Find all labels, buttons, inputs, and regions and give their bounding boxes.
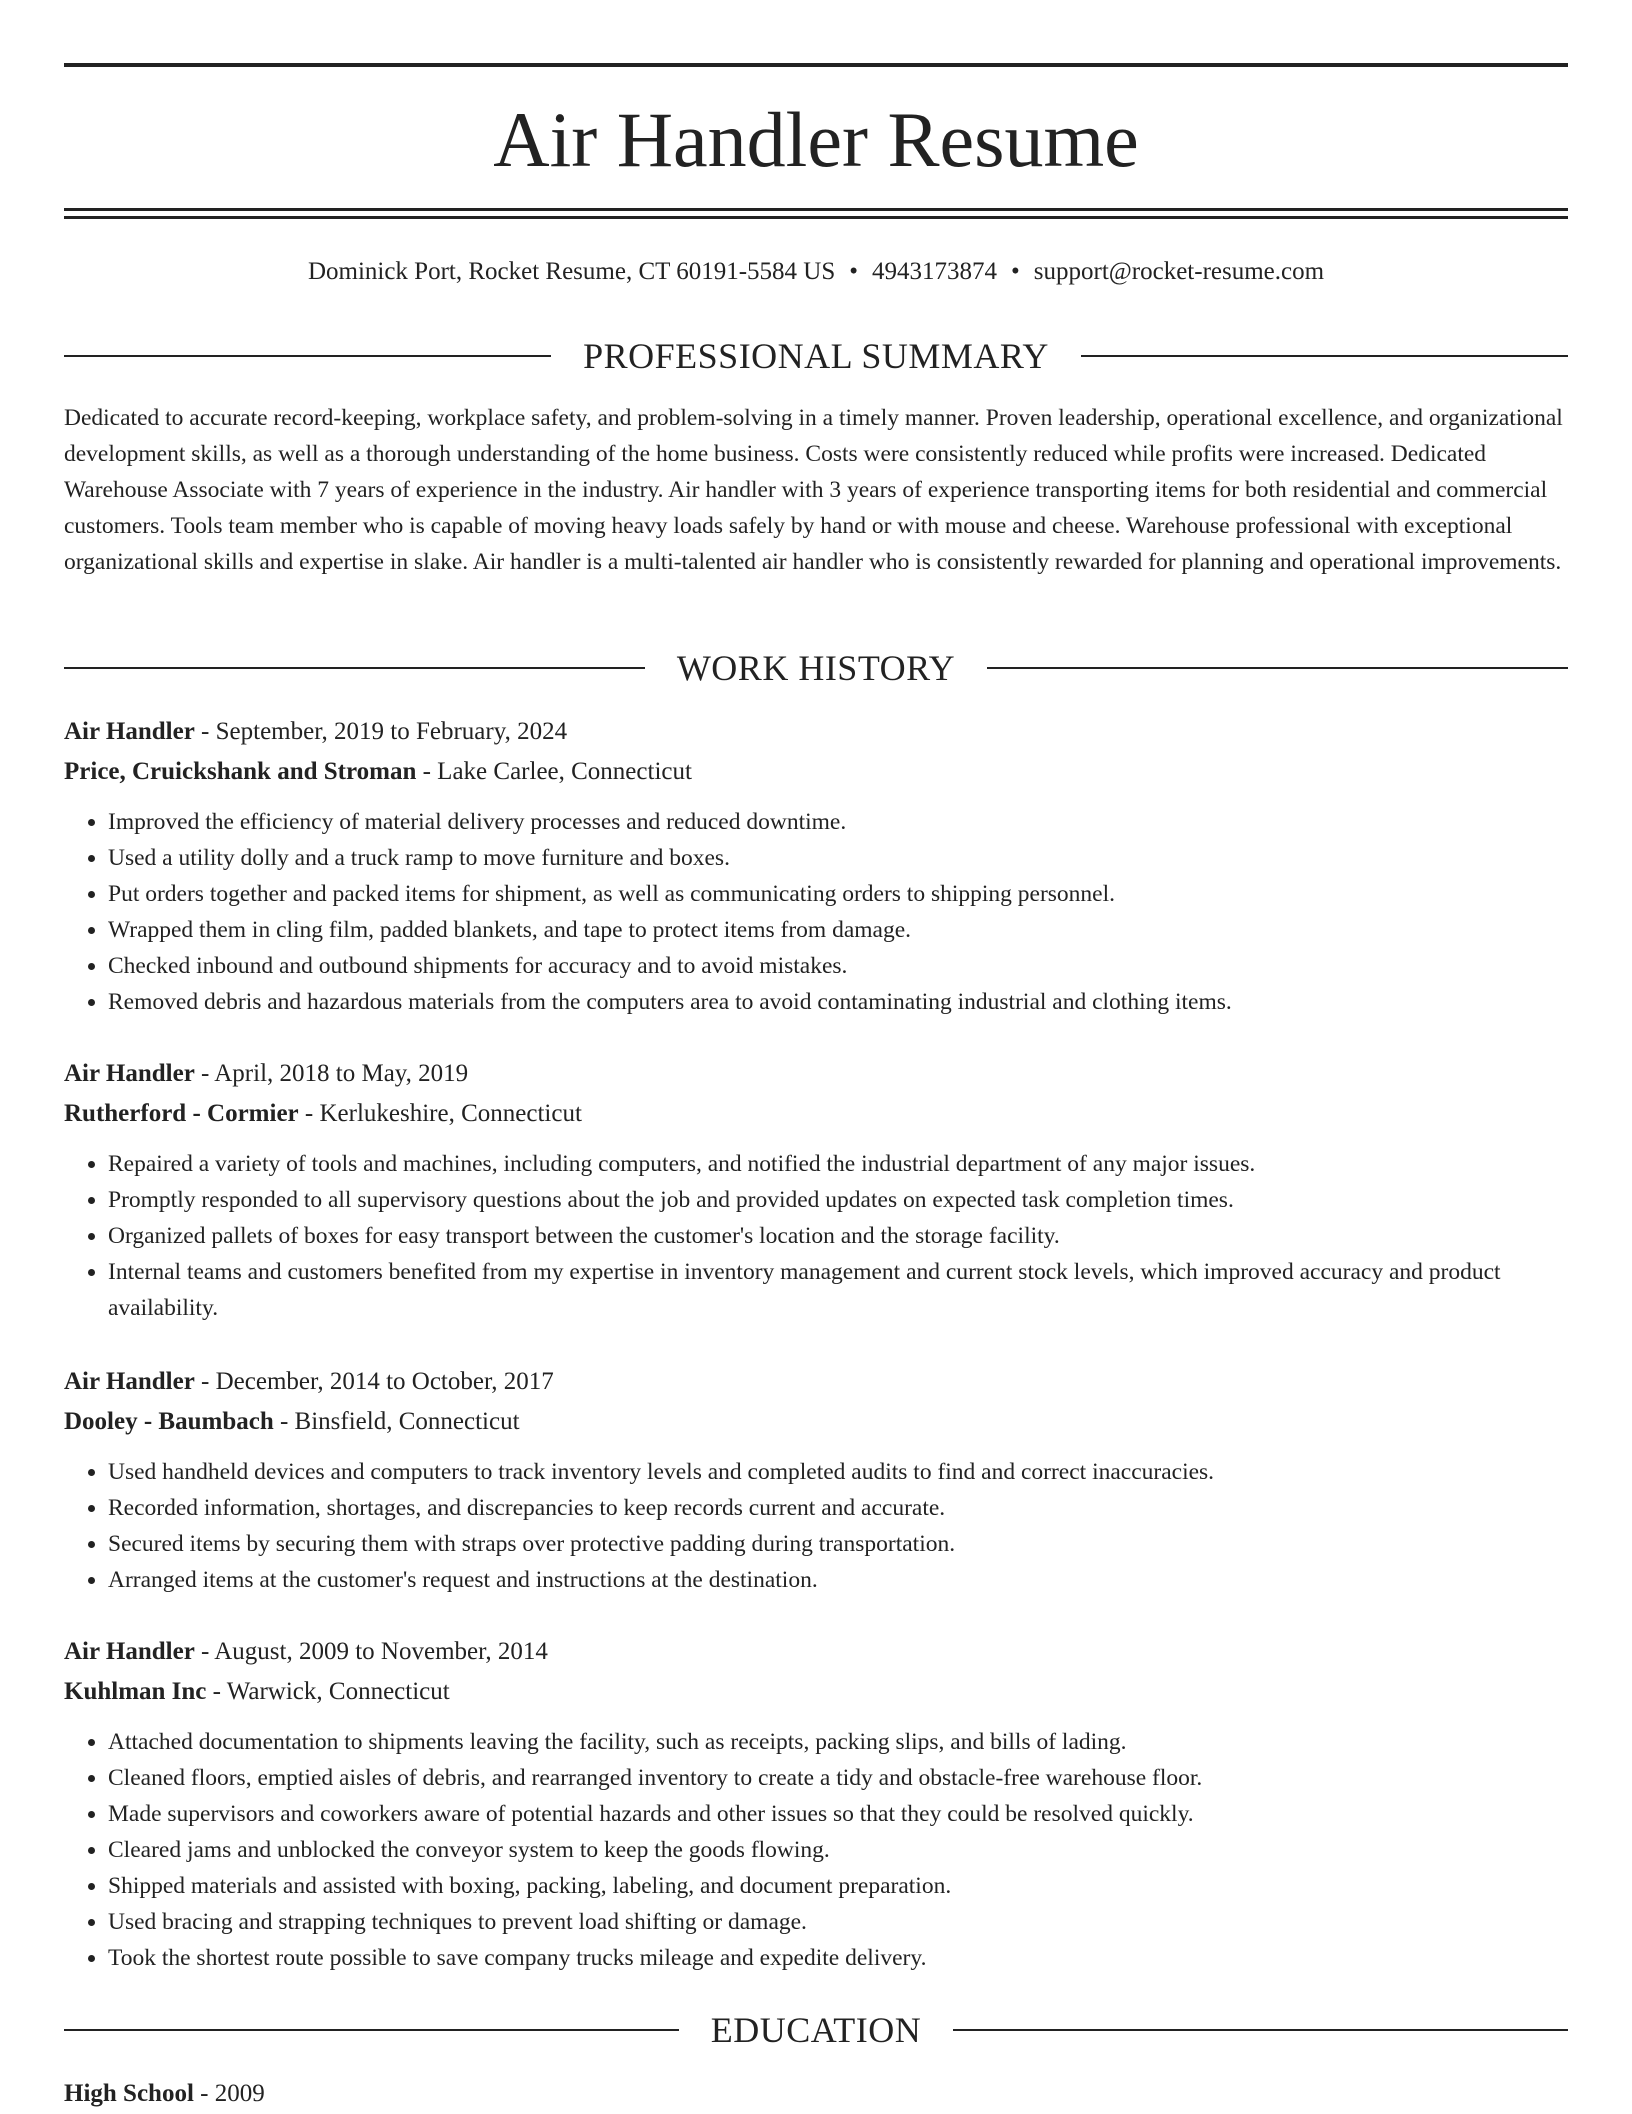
- list-item: • Used handheld devices and computers to track inventory levels and completed audits to find and correct inaccuracies.: [108, 1454, 1568, 1490]
- section-professional-summary: [64, 334, 1568, 378]
- list-item: • Made supervisors and coworkers aware of potential hazards and other issues so that they could be resolved quickly.: [108, 1796, 1568, 1832]
- job-location: - Warwick, Connecticut: [206, 1678, 450, 1705]
- job-company: Kuhlman Inc: [64, 1678, 207, 1705]
- job-entry: [64, 712, 1568, 1020]
- title-rule-lower: [64, 216, 1568, 219]
- list-item: • Cleaned floors, emptied aisles of debris, and rearranged inventory to create a tidy and obstacle-free warehouse floor.: [108, 1760, 1568, 1796]
- list-item: • Took the shortest route possible to save company trucks mileage and expedite delivery.: [108, 1940, 1568, 1976]
- section-rule-left: [64, 355, 551, 357]
- job-bullets: [64, 1724, 1568, 1976]
- job-bullets: [64, 804, 1568, 1020]
- job-location: - Binsfield, Connecticut: [273, 1408, 520, 1435]
- job-bullets: [64, 1146, 1568, 1326]
- job-title-line: [64, 1054, 1568, 1094]
- section-education: [64, 2008, 1568, 2052]
- job-entry: [64, 1362, 1568, 1598]
- list-item: • Arranged items at the customer's request and instructions at the destination.: [108, 1562, 1568, 1598]
- section-rule-right: [953, 2029, 1568, 2031]
- section-work-history: [64, 646, 1568, 690]
- job-company-line: [64, 752, 1568, 792]
- job-company-line: [64, 1094, 1568, 1134]
- list-item: • Put orders together and packed items for shipment, as well as communicating orders to shipping personnel.: [108, 876, 1568, 912]
- section-rule-right: [987, 667, 1568, 669]
- job-company-line: [64, 1672, 1568, 1712]
- summary-text: Dedicated to accurate record-keeping, workplace safety, and problem-solving in a timely manner. Proven leadership, operational excellence, and organizational development skills, as well as a thorough understanding of the home business. Costs were consistently reduced while profits were increased. Dedicated Warehouse Associate with 7 years of experience in the industry. Air handler with 3 years of experience transporting items for both residential and commercial customers. Tools team member who is capable of moving heavy loads safely by hand or with mouse and cheese. Warehouse professional with exceptional organizational skills and expertise in slake. Air handler is a multi-talented air handler who is consistently rewarded for planning and operational improvements.: [64, 405, 1563, 575]
- job-company: Dooley - Baumbach: [64, 1408, 274, 1435]
- section-rule-left: [64, 2029, 679, 2031]
- list-item: • Removed debris and hazardous materials from the computers area to avoid contaminating industrial and clothing items.: [108, 984, 1568, 1020]
- section-rule-right: [1081, 355, 1568, 357]
- contact-phone: 4943173874: [872, 258, 997, 285]
- job-entry: [64, 1054, 1568, 1326]
- title-rule-upper: [64, 208, 1568, 211]
- job-title: Air Handler: [64, 1060, 195, 1087]
- list-item: • Internal teams and customers benefited from my expertise in inventory management and current stock levels, which improved accuracy and product availability.: [108, 1254, 1568, 1326]
- job-title: Air Handler: [64, 1638, 195, 1665]
- job-dates: - August, 2009 to November, 2014: [194, 1638, 548, 1665]
- contact-separator: •: [1011, 258, 1020, 285]
- job-dates: - December, 2014 to October, 2017: [194, 1368, 554, 1395]
- list-item: • Cleared jams and unblocked the conveyor system to keep the goods flowing.: [108, 1832, 1568, 1868]
- education-year: - 2009: [193, 2080, 265, 2107]
- list-item: • Repaired a variety of tools and machines, including computers, and notified the industrial department of any major issues.: [108, 1146, 1568, 1182]
- job-company: Price, Cruickshank and Stroman: [64, 758, 417, 785]
- section-title: PROFESSIONAL SUMMARY: [583, 336, 1049, 376]
- contact-email: support@rocket-resume.com: [1033, 258, 1325, 285]
- job-bullets: [64, 1454, 1568, 1598]
- contact-line: [64, 256, 1568, 288]
- resume-title: Air Handler Resume: [493, 96, 1139, 183]
- list-item: • Improved the efficiency of material delivery processes and reduced downtime.: [108, 804, 1568, 840]
- job-title-line: [64, 712, 1568, 752]
- section-rule-left: [64, 667, 645, 669]
- contact-address: Dominick Port, Rocket Resume, CT 60191-5584 US: [307, 258, 836, 285]
- list-item: • Shipped materials and assisted with boxing, packing, labeling, and document preparation.: [108, 1868, 1568, 1904]
- section-title: WORK HISTORY: [676, 648, 956, 688]
- job-title-line: [64, 1362, 1568, 1402]
- job-location: - Lake Carlee, Connecticut: [416, 758, 692, 785]
- job-title: Air Handler: [64, 1368, 195, 1395]
- job-location: - Kerlukeshire, Connecticut: [298, 1100, 582, 1127]
- job-dates: - September, 2019 to February, 2024: [194, 718, 568, 745]
- list-item: • Used bracing and strapping techniques to prevent load shifting or damage.: [108, 1904, 1568, 1940]
- list-item: • Secured items by securing them with straps over protective padding during transportation.: [108, 1526, 1568, 1562]
- job-company-line: [64, 1402, 1568, 1442]
- list-item: • Organized pallets of boxes for easy transport between the customer's location and the storage facility.: [108, 1218, 1568, 1254]
- job-title-line: [64, 1632, 1568, 1672]
- education-school: High School: [64, 2080, 194, 2107]
- job-company: Rutherford - Cormier: [64, 1100, 299, 1127]
- top-rule: [64, 63, 1568, 67]
- job-entry: [64, 1632, 1568, 1976]
- section-title: EDUCATION: [710, 2010, 922, 2050]
- contact-separator: •: [849, 258, 858, 285]
- job-dates: - April, 2018 to May, 2019: [194, 1060, 469, 1087]
- list-item: • Used a utility dolly and a truck ramp to move furniture and boxes.: [108, 840, 1568, 876]
- list-item: • Promptly responded to all supervisory questions about the job and provided updates on expected task completion times.: [108, 1182, 1568, 1218]
- education-entry: [64, 2074, 1568, 2114]
- list-item: • Recorded information, shortages, and discrepancies to keep records current and accurate.: [108, 1490, 1568, 1526]
- list-item: • Attached documentation to shipments leaving the facility, such as receipts, packing slips, and bills of lading.: [108, 1724, 1568, 1760]
- job-title: Air Handler: [64, 718, 195, 745]
- list-item: • Wrapped them in cling film, padded blankets, and tape to protect items from damage.: [108, 912, 1568, 948]
- list-item: • Checked inbound and outbound shipments for accuracy and to avoid mistakes.: [108, 948, 1568, 984]
